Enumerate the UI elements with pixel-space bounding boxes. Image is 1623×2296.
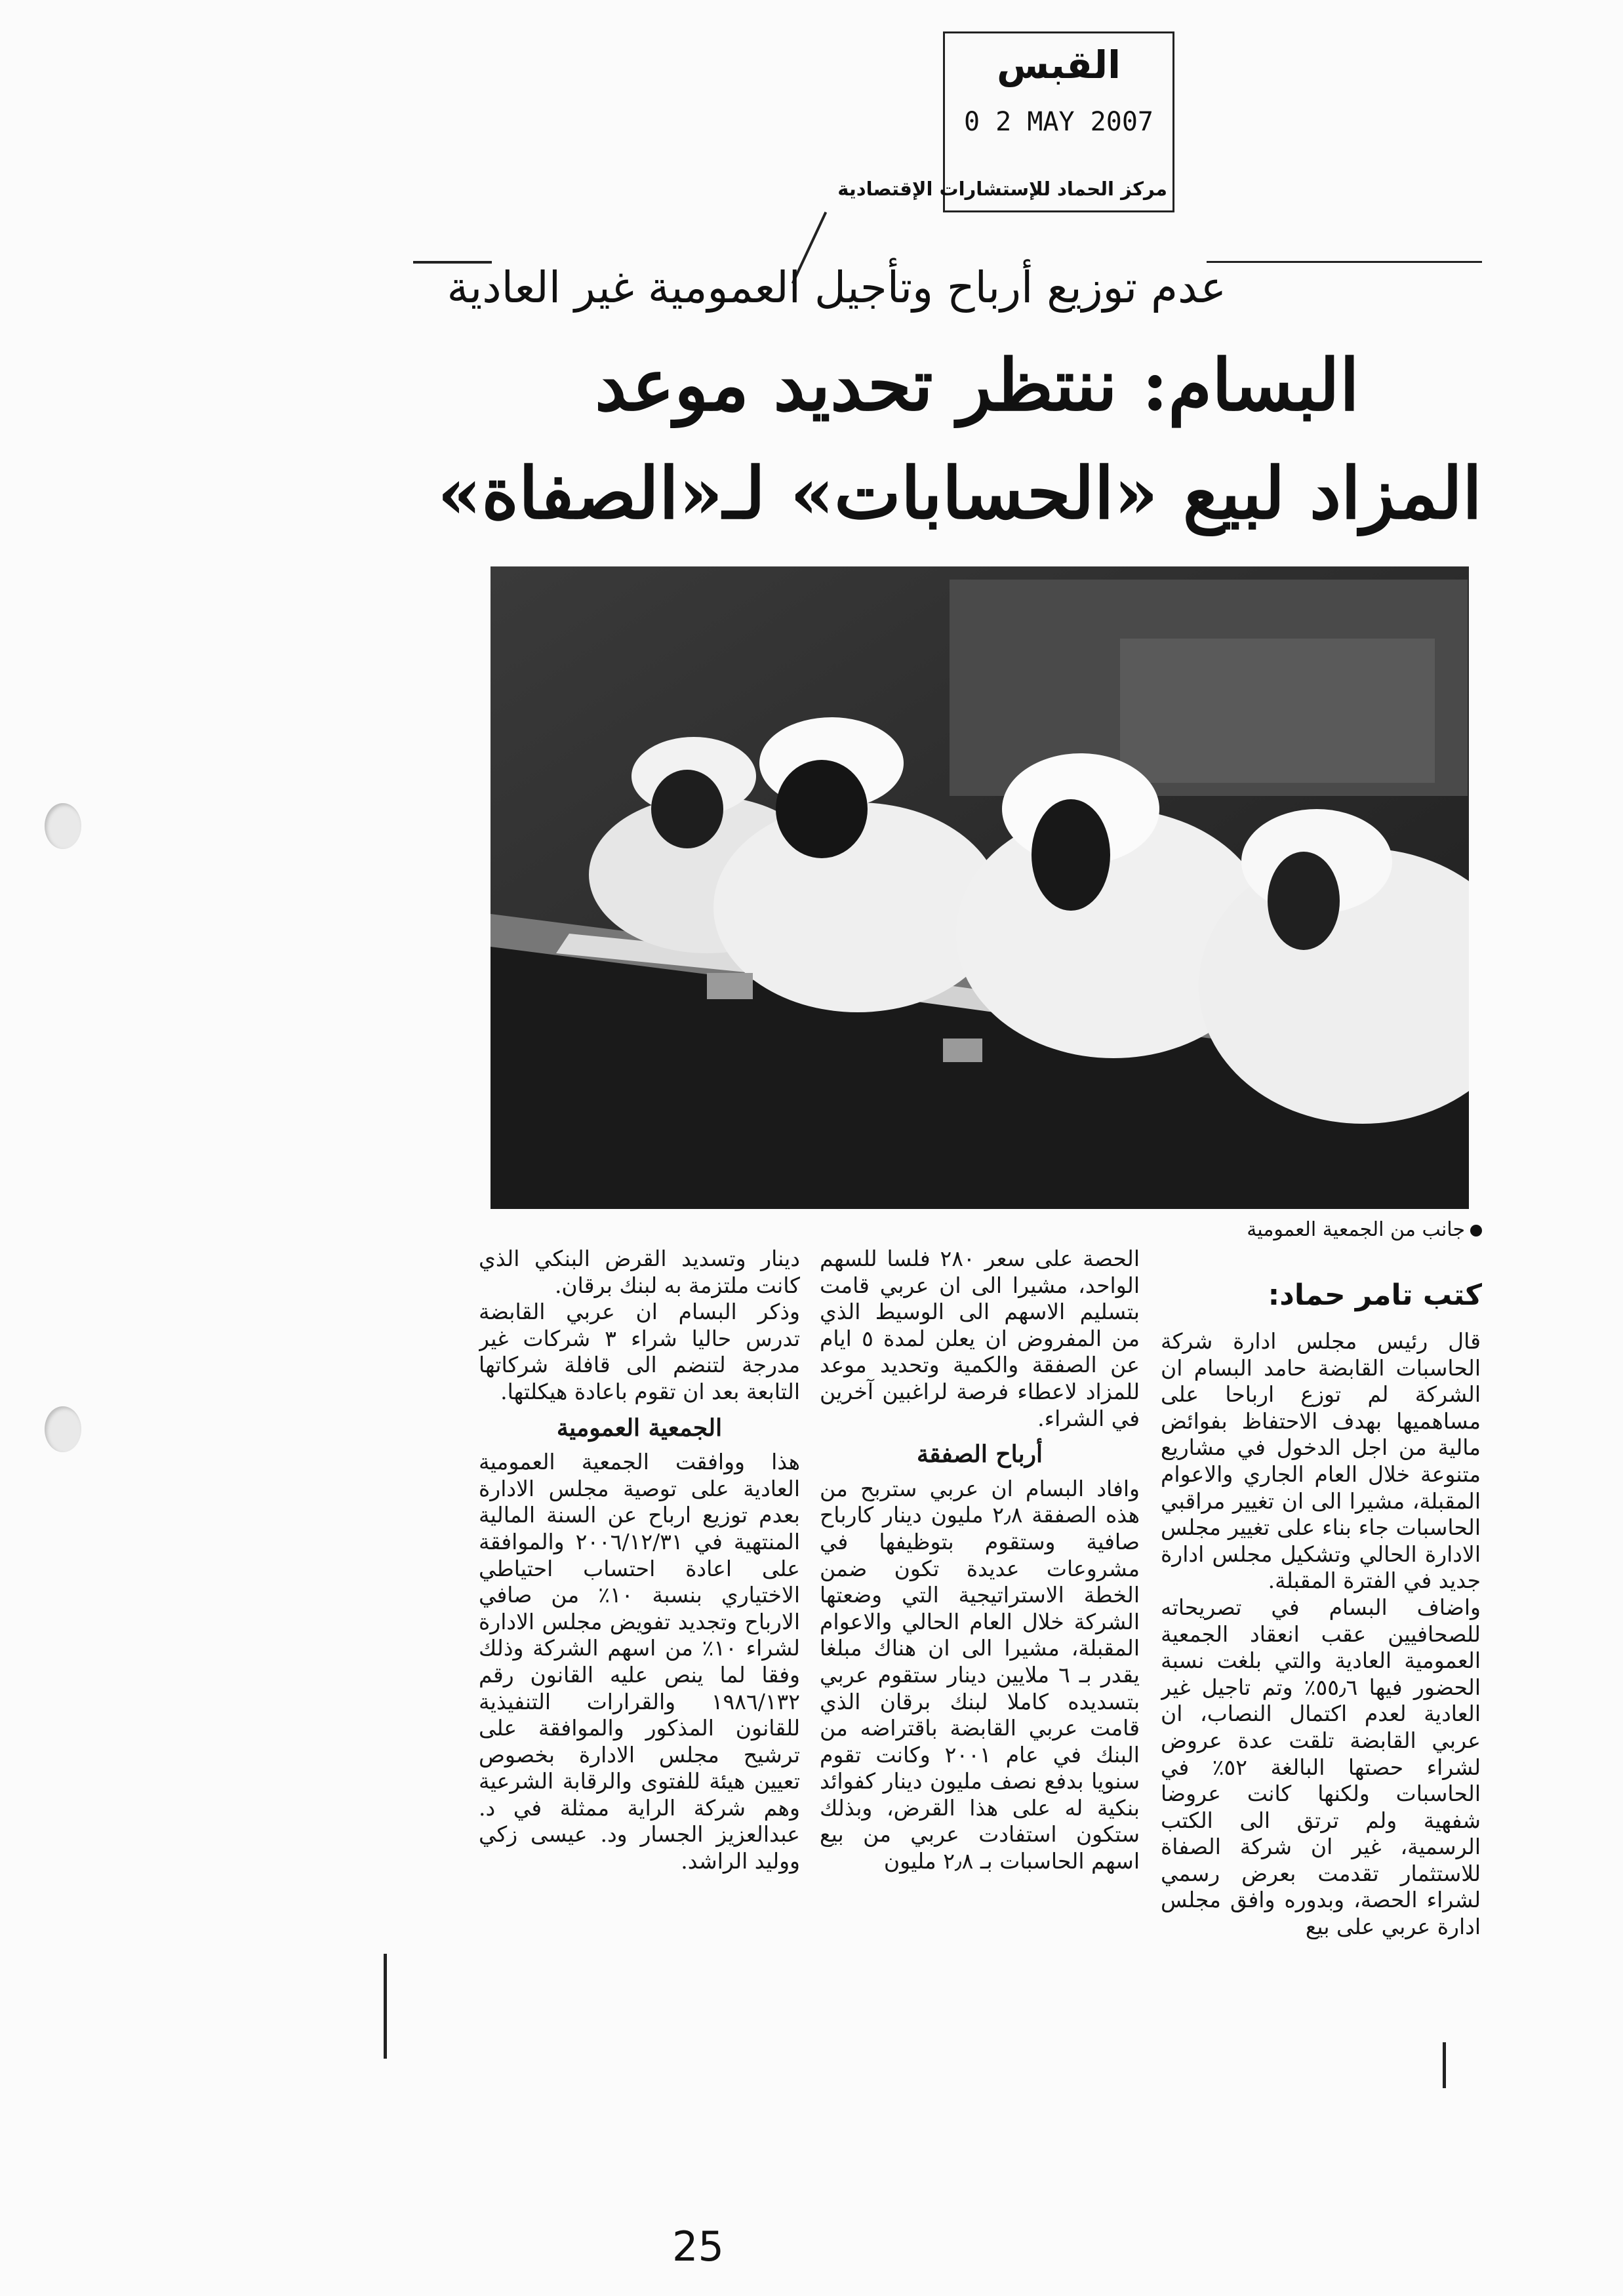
bullet-icon [1470,1225,1482,1237]
article-photo [491,566,1469,1209]
subheading-deal-profits: أرباح الصفقة [916,1440,1043,1469]
body-text: دينار وتسديد القرض البنكي الذي كانت ملتزمة به لبنك برقان. وذكر البسام ان عربي القابضة تدرس حاليا شراء ٣ شركات غير مدرجة لتنضم الى قافلة شركاتها التابعة بعد ان تقوم باعادة هيكلتها. [479,1246,800,1404]
photo-caption-text: جانب من الجمعية العمومية [1247,1218,1465,1241]
body-column-middle [820,1246,1140,2052]
cut-mark-left-vertical [384,1954,387,2059]
archive-center-name: مركز الحماد للإستشارات الإقتصادية [837,178,1167,200]
clipping-date: 0 2 MAY 2007 [964,107,1153,137]
body-column-left [479,1246,800,2032]
punch-hole-bottom [45,1406,81,1452]
headline-line-2: المزاد لبيع «الحسابات» لـ«الصفاة» [437,452,1482,535]
body-text: هذا ووافقت الجمعية العمومية العادية على توصية مجلس الادارة بعدم توزيع ارباح عن السنة المالية المنتهية في ٢٠٠٦/١٢/٣١ والموافقة على اعادة احتساب احتياطي الاختياري بنسبة ١٠٪ من صافي الارباح وتجديد تفويض مجلس الادارة لشراء ١٠٪ من اسهم الشركة وذلك وفقا لما ينص عليه القانون رقم ١٩٨٦/١٣٢ والقرارات التنفيذية للقانون المذكور والموافقة على ترشيح مجلس الادارة بخصوص تعيين هيئة للفتوى والرقابة الشرعية وهم شركة الراية ممثلة في د. عبدالعزيز الجسار ود. عيسى زكي ووليد الراشد. [479,1449,800,1874]
body-text: وافاد البسام ان عربي ستربح من هذه الصفقة ٢٫٨ مليون دينار كارباح صافية وستقوم بتوظيفها في مشروعات عديدة تكون ضمن الخطة الاستراتيجية التي وضعتها الشركة خلال العام الحالي والاعوام المقبلة، مشيرا الى ان هناك مبلغا يقدر بـ ٦ ملايين دينار ستقوم عربي بتسديده كاملا لبنك برقان الذي قامت عربي القابضة باقتراضه من البنك في عام ٢٠٠١ وكانت تقوم سنويا بدفع نصف مليون دينار كفوائد بنكية له على هذا القرض، وبذلك ستكون استفادت عربي من بيع اسهم الحاسبات بـ ٢٫٨ مليون [820,1475,1140,1874]
subheading-general-assembly: الجمعية العمومية [556,1414,723,1442]
photo-caption [1154,1218,1482,1241]
article-kicker: عدم توزيع أرباح وتأجيل العمومية غير العادية [447,262,1226,313]
page-number: 25 [672,2223,724,2270]
punch-hole-top [45,803,81,849]
cut-mark-top-right [1207,261,1482,263]
body-text: قال رئيس مجلس ادارة شركة الحاسبات القابضة حامد البسام ان الشركة لم توزع ارباحا على مساهميها بهدف الاحتفاظ بفوائض مالية من اجل الدخول في مشاريع متنوعة خلال العام الجاري والاعوام المقبلة، مشيرا الى ان تغيير مراقبي الحاسبات جاء بناء على تغيير مجلس الادارة الحالي وتشكيل مجلس ادارة جديد في الفترة المقبلة. واضاف البسام في تصريحاته للصحافيين عقب انعقاد الجمعية العمومية العادية والتي بلغت نسبة الحضور فيها ٥٥٫٦٪ وتم تاجيل غير العادية لعدم اكتمال النصاب، ان عربي القابضة تلقت عدة عروض لشراء حصتها البالغة ٥٢٪ في الحاسبات ولكنها كانت عروضا شفهية ولم ترتق الى الكتب الرسمية، غير ان شركة الصفاة للاستثمار تقدمت بعرض رسمي لشراء الحصة، وبدوره وافق مجلس ادارة عربي على بيع [1161,1328,1481,1940]
clipping-stamp [837,31,1174,212]
newspaper-masthead: القبس [996,43,1121,87]
headline-line-1: البسام: ننتظر تحديد موعد [595,344,1359,427]
body-text: الحصة على سعر ٢٨٠ فلسا للسهم الواحد، مشيرا الى ان عربي قامت بتسليم الاسهم الى الوسيط الذي من المفروض ان يعلن لمدة ٥ ايام عن الصفقة والكمية وتحديد موعد للمزاد لاعطاء فرصة لراغبين آخرين في الشراء. [820,1246,1140,1431]
byline: كتب تامر حماد: [1268,1278,1482,1312]
body-column-right [1161,1328,1481,2082]
